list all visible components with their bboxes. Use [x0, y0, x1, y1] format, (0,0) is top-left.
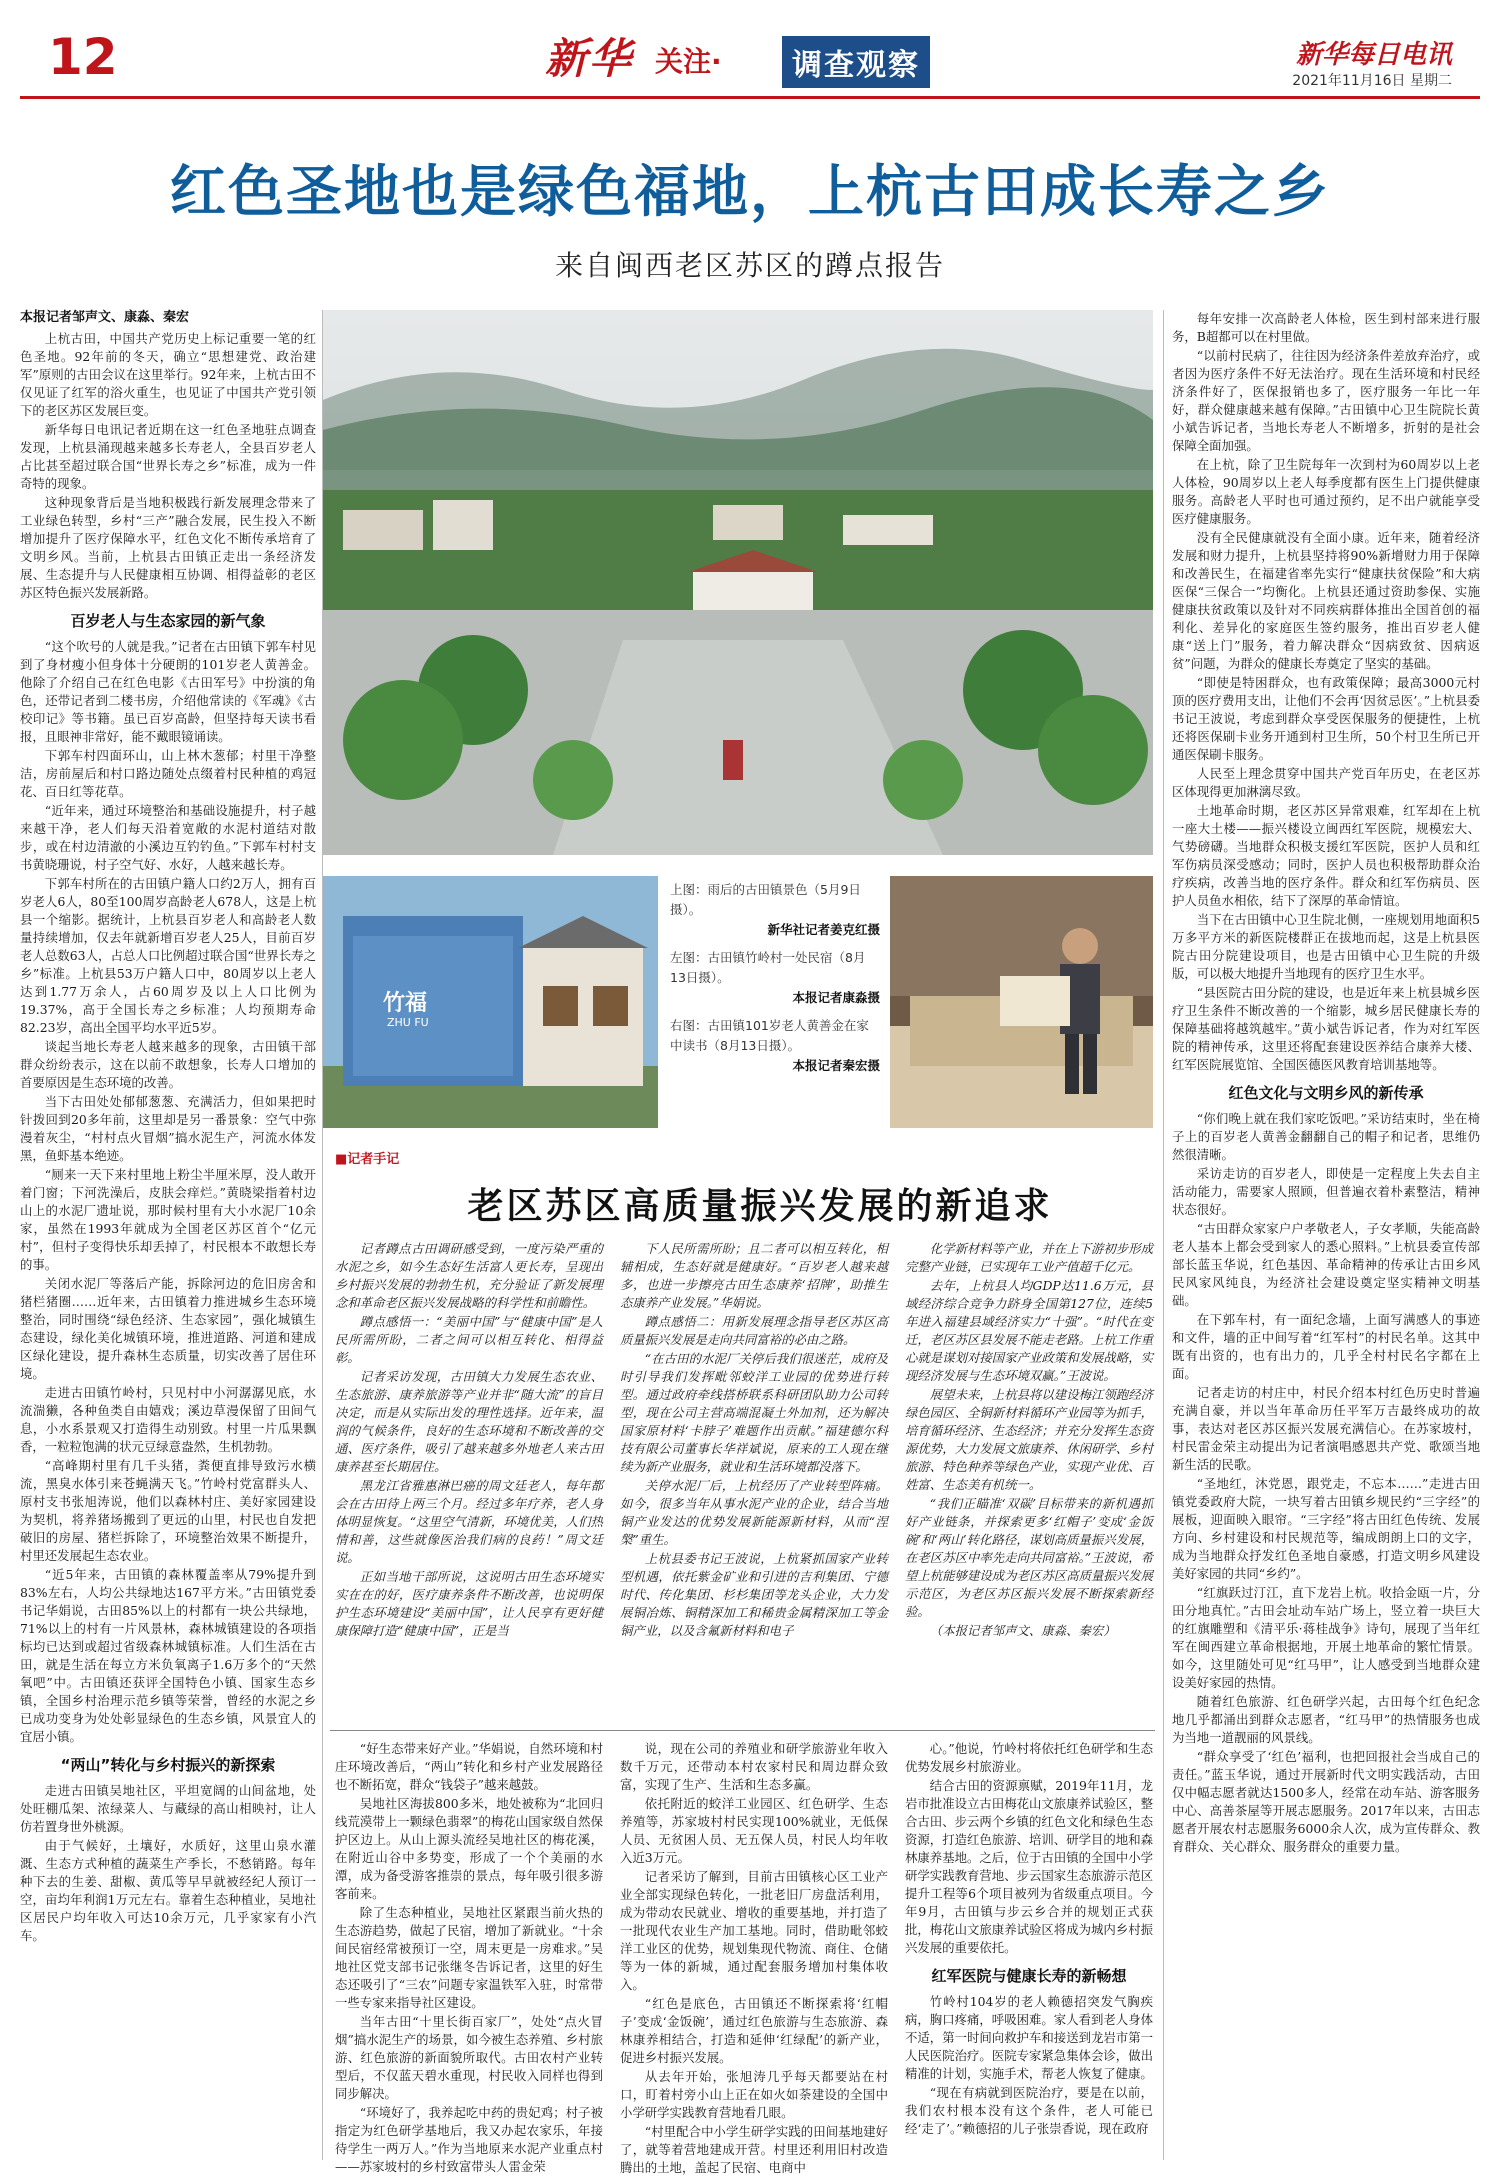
paragraph: 每年安排一次高龄老人体检，医生到村部来进行服务，B超都可以在村里做。: [1172, 311, 1480, 344]
paragraph: “厕来一天下来村里地上粉尘半厘米厚，没人敢开着门窗；下河洗澡后，皮肤会痒烂。”黄晓梁指着村边山上的水泥厂遗址说，那时候村里有大小水泥厂10余家，虽然在1993年就成为全国老区苏区首个“亿元村”，但村子变得快乐却丢掉了，村民根本不敢想长寿的事。: [20, 1167, 316, 1272]
paragraph: “红色是底色，古田镇还不断探索将‘红帽子’变成‘金饭碗’，通过红色旅游与生态旅游、森林康养相结合，打造和延伸‘红绿配’的新产业，促进乡村振兴发展。: [620, 1996, 888, 2065]
paragraph: 记者蹲点古田调研感受到，一度污染严重的水泥之乡，如今生态好生活富人更长寿，呈现出乡村振兴发展的勃勃生机，充分验证了新发展理念和革命老区振兴发展战略的科学性和前瞻性。: [335, 1241, 603, 1310]
paragraph: “以前村民病了，往往因为经济条件差放弃治疗，或者因为医疗条件不好无法治疗。现在生活环境和村民经济条件好了，医保报销也多了，医疗服务一年比一年好，群众健康越来越有保障。”古田镇中心卫生院院长黄小斌告诉记者，当地长寿老人不断增多，折射的是社会保障全面加强。: [1172, 348, 1480, 453]
paragraph: 去年，上杭县人均GDP达11.6万元，县域经济综合竞争力跻身全国第127位，连续5年进入福建县域经济实力“十强”。“时代在变迁，老区苏区县发展不能走老路。上杭工作重心就是谋划对接国家产业政策和发展战略，实现经济发展与生态环境双赢。”王波说。: [905, 1278, 1153, 1383]
paragraph: 结合古田的资源禀赋，2019年11月，龙岩市批准设立古田梅花山文旅康养试验区，整合古田、步云两个乡镇的红色文化和绿色生态资源，打造红色旅游、培训、研学目的地和森林康养基地。之后，位于古田镇的全国中小学研学实践教育营地、步云国家生态旅游示范区提升工程等6个项目被列为省级重点项目。今年9月，古田镇与步云乡合并的规划正式获批，梅花山文旅康养试验区将成为城内乡村振兴发展的重要依托。: [905, 1778, 1153, 1955]
paragraph: “我们正瞄准‘双碳’目标带来的新机遇抓好产业链条，并探索更多‘红帽子’变成‘金饭碗’和‘两山’转化路径，谋划高质量振兴发展，在老区苏区中率先走向共同富裕。”王波说，希望上杭能够建设成为老区苏区高质量振兴发展示范区，为老区苏区振兴发展不断探索新经验。: [905, 1496, 1153, 1619]
article-column-2: [335, 1740, 603, 2174]
paragraph: 随着红色旅游、红色研学兴起，古田每个红色纪念地几乎都涌出到群众志愿者，“红马甲”的热情服务也成为当地一道靓丽的风景线。: [1172, 1694, 1480, 1745]
paragraph: “在古田的水泥厂关停后我们很迷茫，成府及时引导我们发挥毗邻蛟洋工业园的优势进行转型。通过政府牵线搭桥联系科研团队助力公司转型，现在公司主营高端混凝土外加剂，还为解决国家原材料‘卡脖子’难题作出贡献。”福建德尔科技有限公司董事长华祥斌说，原来的工人现在继续为新产业服务，就业和生活环境都没落下。: [620, 1351, 888, 1474]
paragraph: 上杭县委书记王波说，上杭紧抓国家产业转型机遇，依托紫金矿业和引进的吉利集团、宁德时代、传化集团、杉杉集团等龙头企业，大力发展铜冶炼、铜精深加工和稀贵金属精深加工等金铜产业，以及含氟新材料和电子: [620, 1551, 888, 1638]
byline: 本报记者邹声文、康淼、秦宏: [20, 310, 190, 325]
paragraph: 化学新材料等产业，并在上下游初步形成完整产业链，已实现年工业产值超千亿元。: [905, 1241, 1153, 1274]
caption-left: 左图：古田镇竹岭村一处民宿（8月13日摄）。 本报记者康淼摄: [670, 950, 880, 1005]
paragraph: 新华每日电讯记者近期在这一红色圣地驻点调查发现，上杭县涌现越来越多长寿老人，全县百岁老人占比甚至超过联合国“世界长寿之乡”标准，成为一件奇特的现象。: [20, 422, 316, 491]
masthead: [0, 0, 1500, 98]
homestay-sign: 竹福: [383, 991, 428, 1016]
paragraph: 当年古田“十里长街百家厂”，处处“点火冒烟”搞水泥生产的场景，如今被生态养殖、乡村旅游、红色旅游的新面貌所取代。古田农村产业转型后，不仅蓝天碧水重现，村民收入同样也得到同步解决。: [335, 2014, 603, 2101]
section-title-3: 红军医院与健康长寿的新畅想: [931, 1967, 1127, 1985]
paragraph: “近年来，通过环境整治和基础设施提升，村子越来越干净，老人们每天沿着宽敞的水泥村道结对散步，或在村边清澈的小溪边互钓钓鱼。”下郭车村村支书黄晓珊说，村子空气好、水好，人越来越长寿。: [20, 803, 316, 872]
column-divider-right: [1163, 310, 1164, 2160]
photo-homestay: [323, 876, 658, 1128]
paragraph: 当下古田处处郁郁葱葱、充满活力，但如果把时针拨回到20多年前，这里却是另一番景象：空气中弥漫着灰尘，“村村点火冒烟”搞水泥生产，河流水体发黑，鱼虾基本绝迹。: [20, 1094, 316, 1163]
sub-headline: 来自闽西老区苏区的蹲点报告: [554, 249, 945, 282]
caption-right: 右图：古田镇101岁老人黄善金在家中读书（8月13日摄）。 本报记者秦宏摄: [670, 1018, 880, 1073]
note-tag: ■记者手记: [335, 1152, 400, 1167]
paragraph: 蹲点感悟一：“美丽中国”与“健康中国”是人民所需所盼，二者之间可以相互转化、相得益彰。: [335, 1314, 603, 1365]
homestay-sign-pinyin: ZHU FU: [387, 1016, 429, 1029]
paragraph: 走进古田镇吴地社区，平坦宽阔的山间盆地，处处旺棚瓜架、浓绿菜人、与藏绿的高山相映衬，让人仿若置身世外桃源。: [20, 1783, 316, 1834]
paragraph: “高峰期村里有几千头猪，粪便直排导致污水横流，黑臭水体引来苍蝇满天飞。”竹岭村党富群头人、原村支书张旭涛说，他们以森林村庄、美好家园建设为契机，将养猪场搬到了更远的山里，村民也自发把破旧的房屋、猪栏拆除了，环境整治效果不断提升，村里还发展起生态农业。: [20, 1458, 316, 1563]
landscape-image: [323, 310, 1153, 855]
paragraph: 说，现在公司的养殖业和研学旅游业年收入数千万元，还带动本村农家村民和周边群众致富，实现了生产、生活和生态多赢。: [620, 1741, 888, 1792]
paragraph: 在上杭，除了卫生院每年一次到村为60周岁以上老人体检，90周岁以上老人每季度都有医生上门提供健康服务。高龄老人平时也可通过预约，足不出户就能享受医疗健康服务。: [1172, 457, 1480, 526]
note-title: 老区苏区高质量振兴发展的新追求: [467, 1186, 1053, 1227]
photo-elder-reading: [890, 876, 1153, 1128]
section-box: 调查观察: [782, 36, 930, 88]
paragraph: 走进古田镇竹岭村，只见村中小河潺潺见底，水流湍獭，各种鱼类自由嬉戏；溪边草漫保留了田间气息，小水系景观又打造得生动别致。村里一片瓜果飘香，一粒粒饱满的状元豆绿意盎然，生机勃勃。: [20, 1385, 316, 1454]
paragraph: “即使是特困群众，也有政策保障；最高3000元村顶的医疗费用支出，让他们不会再‘因贫忌医’。”上杭县委书记王波说，考虑到群众享受医保服务的便捷性，上杭还将医保刷卡业务开通到村卫生所，50个村卫生所已开通医保刷卡服务。: [1172, 675, 1480, 762]
section-title-4: 红色文化与文明乡风的新传承: [1228, 1084, 1424, 1102]
elder-reading-image: [890, 876, 1153, 1128]
photo-captions: [670, 880, 880, 1076]
paragraph: （本报记者邹声文、康淼、秦宏）: [929, 1623, 1116, 1638]
paragraph: “红旗跃过汀江，直下龙岩上杭。收拾金瓯一片，分田分地真忙。”古田会址动车站广场上，竖立着一块巨大的红旗雕塑和《清平乐·蒋桂战争》诗句，展现了当年红军在闽西建立革命根据地，开展土地革命的繁忙情景。如今，这里随处可见“红马甲”，让人感受到当地群众建设美好家园的热情。: [1172, 1585, 1480, 1690]
paragraph: 下郭车村四面环山，山上林木葱郁；村里干净整洁，房前屋后和村口路边随处点缀着村民种植的鸡冠花、百日红等花草。: [20, 748, 316, 799]
paragraph: 关闭水泥厂等落后产能，拆除河边的危旧房舍和猪栏猪圈……近年来，古田镇着力推进城乡生态环境整治，同时围绕“绿色经济、生态家园”，强化城镇生态建设，绿化美化城镇环境，推进道路、河道和建成区绿化建设，提升森林生态质量，切实改善了居住环境。: [20, 1276, 316, 1381]
paragraph: 吴地社区海拔800多米，地处被称为“北回归线荒漠带上一颗绿色翡翠”的梅花山国家级自然保护区边上。从山上源头流经吴地社区的梅花溪，在附近山谷中多势变，形成了一个个美丽的水潭，成为备受游客推崇的景点，每年吸引很多游客前来。: [335, 1796, 603, 1901]
paragraph: “村里配合中小学生研学实践的田间基地建好了，就等着营地建成开营。村里还利用旧村改造腾出的土地，盖起了民宿、电商中: [620, 2124, 888, 2175]
page-number: 12: [48, 28, 118, 86]
paragraph: 下郭车村所在的古田镇户籍人口约2万人，拥有百岁老人6人，80至100周岁高龄老人678人，这是上杭县一个缩影。据统计，上杭县百岁老人和高龄老人数量持续增加，仅去年就新增百岁老人25人，目前百岁老人总数63人，占总人口比例超过联合国“世界长寿之乡”标准。上杭县53万户籍人口中，80周岁以上老人达到1.77万余人，占60周岁及以上人口比例为19.37%，高于全国长寿之乡标准；人均预期寿命82.23岁，高出全国平均水平近5岁。: [20, 876, 316, 1035]
paragraph: 采访走访的百岁老人，即使是一定程度上失去自主活动能力，需要家人照顾，但普遍衣着朴素整洁，精神状态很好。: [1172, 1166, 1480, 1217]
article-column-3: [620, 1740, 888, 2175]
paragraph: 在下郭车村，有一面纪念墙，上面写满感人的事迹和文件，墙的正中间写着“红军村”的村民名单。这其中既有出资的，也有出力的，几乎全村村民名字都在上面。: [1172, 1312, 1480, 1381]
section-label: 关注·: [655, 45, 722, 78]
brand-logo: 新华: [545, 34, 634, 83]
paragraph: 谈起当地长寿老人越来越多的现象，古田镇干部群众纷纷表示，这在以前不敢想象，长寿人口增加的首要原因是生态环境的改善。: [20, 1039, 316, 1090]
paragraph: 没有全民健康就没有全面小康。近年来，随着经济发展和财力提升，上杭县坚持将90%新增财力用于保障和改善民生，在福建省率先实行“健康扶贫保险”和大病医保“三保合一”均衡化。上杭县还通过资助参保、实施健康扶贫政策以及针对不同疾病群体推出全国首创的福利化、差异化的家庭医生签约服务，推出百岁老人健康“送上门”服务，着力解决群众“因病致贫、因病返贫”问题，为群众的健康长寿奠定了坚实的基础。: [1172, 530, 1480, 671]
paragraph: “近5年来，古田镇的森林覆盖率从79%提升到83%左右，人均公共绿地达167平方米。”古田镇党委书记华娟说，古田85%以上的村都有一块公共绿地，71%以上的村有一片风景林，森林城镇建设的各项指标均已达到或超过省级森林城镇标准。人们生活在古田，就是生活在每立方米负氧离子1.6万多个的“天然氧吧”中。古田镇还获评全国特色小镇、国家生态乡镇，全国乡村治理示范乡镇等荣誉，曾经的水泥之乡已成功变身为处处彰显绿色的生态乡镇，风景宜人的宜居小镇。: [20, 1567, 316, 1744]
paragraph: 记者采访发现，古田镇大力发展生态农业、生态旅游、康养旅游等产业并非“随大流”的盲目决定，而是从实际出发的理性选择。近年来，温润的气候条件，良好的生态环境和不断改善的交通、医疗条件，吸引了越来越多外地老人来古田康养甚至长期居住。: [335, 1369, 603, 1474]
paragraph: 从去年开始，张旭涛几乎每天都要站在村口，盯着村旁小山上正在如火如荼建设的全国中小学研学实践教育营地看几眼。: [620, 2069, 888, 2120]
paragraph: 当下在古田镇中心卫生院北侧，一座规划用地面积5万多平方米的新医院楼群正在拔地而起，这是上杭县医院古田分院建设项目，也是古田镇中心卫生院的升级版，可以极大地提升当地现有的医疗卫生水平。: [1172, 912, 1480, 981]
paragraph: “现在有病就到医院治疗，要是在以前，我们农村根本没有这个条件，老人可能已经‘走了’。”赖德招的儿子张崇香说，现在政府: [905, 2085, 1153, 2136]
paragraph: 由于气候好，土壤好，水质好，这里山泉水灌溉、生态方式种植的蔬菜生产季长，不愁销路。每年种下去的生姜、甜椒、黄瓜等早早就被经纪人预订一空，亩均年利润1万元左右。靠着生态种植业，吴地社区居民户均年收入可达10余万元，几乎家家有小汽车。: [20, 1838, 316, 1943]
paragraph: 关停水泥厂后，上杭经历了产业转型阵痛。如今，很多当年从事水泥产业的企业，结合当地铜产业发达的优势发展新能源新材料，从而“涅槃”重生。: [620, 1478, 888, 1547]
paragraph: “你们晚上就在我们家吃饭吧。”采访结束时，坐在椅子上的百岁老人黄善金翻翻自己的帽子和记者，思维仍然很清晰。: [1172, 1111, 1480, 1162]
homestay-image: [323, 876, 658, 1128]
section-title-2: “两山”转化与乡村振兴的新探索: [60, 1756, 276, 1774]
note-bottom-rule: [330, 1730, 1155, 1731]
section-title-1: 百岁老人与生态家园的新气象: [70, 612, 266, 630]
paragraph: 记者采访了解到，目前古田镇核心区工业产业全部实现绿色转化，一批老旧厂房盘活利用，成为带动农民就业、增收的重要基地，并打造了一批现代农业生产加工基地。同时，借助毗邻蛟洋工业区的优势，规划集现代物流、商住、仓储等为一体的新城，通过配套服务增加村集体收入。: [620, 1869, 888, 1992]
paragraph: 除了生态种植业，吴地社区紧跟当前火热的生态游趋势，做起了民宿，增加了新就业。“十余间民宿经常被预订一空，周末更是一房难求。”吴地社区党支部书记张继冬告诉记者，这里的好生态还吸引了“三农”问题专家温铁军入驻，时常带一些专家来指导社区建设。: [335, 1905, 603, 2010]
paragraph: 心。”他说，竹岭村将依托红色研学和生态优势发展乡村旅游业。: [905, 1741, 1153, 1774]
intro-paragraphs: [20, 330, 316, 602]
paragraph: 竹岭村104岁的老人赖德招突发气胸疾病，胸口疼痛，呼吸困难。家人看到老人身体不适，第一时间向救护车和接送到龙岩市第一人民医院治疗。医院专家紧急集体会诊，做出精准的计划，实施手术，帮老人恢复了健康。: [905, 1994, 1153, 2081]
section-2-paragraphs: [20, 1782, 316, 1945]
paper-date: 2021年11月16日 星期二: [1292, 73, 1452, 89]
article-column-1: [20, 330, 316, 2160]
section-1-paragraphs: [20, 638, 316, 1746]
paragraph: 展望未来，上杭县将以建设梅江领跑经济绿色园区、全铜新材料循环产业园等为抓手，培育循环经济、生态经济；并充分发挥生态资源优势，大力发展文旅康养、休闲研学、乡村旅游、特色种养等绿色产业，实现产业优、百姓富、生态美有机统一。: [905, 1387, 1153, 1492]
header-rule: [20, 96, 1480, 99]
paragraph: 正如当地干部所说，这说明古田生态环境实实在在的好，医疗康养条件不断改善，也说明保护生态环境建设“美丽中国”，让人民享有更好健康保障打造“健康中国”，正是当: [335, 1569, 603, 1638]
main-photo-gutian-town: [323, 310, 1153, 855]
paragraph: 黑龙江省雅惠淋巴癌的周文廷老人，每年都会在古田待上两三个月。经过多年疗养，老人身体明显恢复。“这里空气清新，环境优美，人们热情和善，这些就像医治我们病的良药！”周文廷说。: [335, 1478, 603, 1565]
paragraph: “好生态带来好产业。”华娟说，自然环境和村庄环境改善后，“两山”转化和乡村产业发展路径也不断拓宽，群众“钱袋子”越来越鼓。: [335, 1741, 603, 1792]
paragraph: 蹲点感悟二：用新发展理念指导老区苏区高质量振兴发展是走向共同富裕的必由之路。: [620, 1314, 888, 1347]
paragraph: “古田群众家家户户孝敬老人，子女孝顺，失能高龄老人基本上都会受到家人的悉心照料。”上杭县委宣传部部长蓝玉华说，红色基因、革命精神的传承让古田乡风民风家风纯良，为经济社会建设奠定坚实精神文明基础。: [1172, 1221, 1480, 1308]
paragraph: 上杭古田，中国共产党历史上标记重要一笔的红色圣地。92年前的冬天，确立“思想建党、政治建军”原则的古田会议在这里举行。92年来，上杭古田不仅见证了红军的浴火重生，也见证了中国共产党引领下的老区苏区发展巨变。: [20, 331, 316, 418]
note-column-3: [905, 1240, 1153, 1725]
paragraph: “圣地红，沐党恩，跟党走，不忘本……”走进古田镇党委政府大院，一块写着古田镇乡规民约“三字经”的展板，迎面映入眼帘。“三字经”将古田红色传统、发展方向、乡村建设和村民规范等，编成朗朗上口的文字，成为当地群众抒发红色圣地自豪感，打造文明乡风建设美好家园的共同“乡约”。: [1172, 1476, 1480, 1581]
paragraph: 下人民所需所盼；且二者可以相互转化，相辅相成，生态好就是健康好。“百岁老人越来越多，也进一步擦亮古田生态康养‘招牌’，助推生态康养产业发展。”华娟说。: [620, 1241, 888, 1310]
paragraph: “这个吹号的人就是我。”记者在古田镇下郭车村见到了身材瘦小但身体十分硬朗的101岁老人黄善金。他除了介绍自己在红色电影《古田军号》中扮演的角色，还带记者到二楼书房，介绍他常读的《军魂》《古校印记》等书籍。虽已百岁高龄，但坚持每天读书看报，且眼神非常好，能不戴眼镜诵读。: [20, 639, 316, 744]
paragraph: 这种现象背后是当地积极践行新发展理念带来了工业绿色转型，乡村“三产”融合发展，民生投入不断增加提升了医疗保障水平，红色文化不断传承培育了文明乡风。当前，上杭县古田镇正走出一条经济发展、生态提升与人民健康相互协调、相得益彰的老区苏区特色振兴发展新路。: [20, 495, 316, 600]
paragraph: 人民至上理念贯穿中国共产党百年历史，在老区苏区体现得更加淋漓尽致。: [1172, 766, 1480, 799]
paragraph: 记者走访的村庄中，村民介绍本村红色历史时普遍充满自豪，并以当年革命历任平军万吉最终成功的故事，表达对老区苏区振兴发展充满信心。在苏家坡村，村民雷金荣主动提出为记者演唱感恩共产党、歌颂当地新生活的民歌。: [1172, 1385, 1480, 1472]
paragraph: “环境好了，我养起吃中药的贵妃鸡；村子被指定为红色研学基地后，我又办起农家乐，年接待学生一两万人。”作为当地原来水泥产业重点村——苏家坡村的乡村致富带头人雷金荣: [335, 2105, 603, 2174]
paragraph: “县医院古田分院的建设，也是近年来上杭县城乡医疗卫生条件不断改善的一个缩影，城乡居民健康长寿的保障基础将越筑越牢。”黄小斌告诉记者，作为对红军医院的精神传承，这里还将配套建设医养结合康养大楼、红军医院展览馆、全国医德医风教育培训基地等。: [1172, 985, 1480, 1072]
caption-top: 上图：雨后的古田镇景色（5月9日摄）。 新华社记者姜克红摄: [670, 882, 880, 937]
note-column-2: [620, 1240, 888, 1725]
paragraph: “群众享受了‘红色’福利，也把回报社会当成自己的责任。”蓝玉华说，通过开展新时代文明实践活动，古田仅中幅志愿者就达1500多人，经常在动车站、游客服务中心、高善茶屋等开展志愿服务。2017年以来，古田志愿者开展农村志愿服务6000余人次，成为宣传群众、教育群众、关心群众、服务群众的重要力量。: [1172, 1749, 1480, 1854]
note-column-1: [335, 1240, 603, 1725]
article-column-5: [1172, 310, 1480, 2160]
paragraph: 依托附近的蛟洋工业园区、红色研学、生态养殖等，苏家坡村村民实现100%就业，无低保人员、无贫困人员、无五保人员，村民人均年收入近3万元。: [620, 1796, 888, 1865]
main-headline: 红色圣地也是绿色福地，上杭古田成长寿之乡: [170, 160, 1330, 225]
paragraph: 土地革命时期，老区苏区异常艰难，红军却在上杭一座大土楼——振兴楼设立闽西红军医院，规模宏大、气势磅礴。当地群众积极支援红军医院，医护人员和红军伤病员深受感动；同时，医护人员也积极帮助群众治疗疾病，改善当地的医疗条件。群众和红军伤病员、医护人员鱼水相依，结下了深厚的革命情谊。: [1172, 803, 1480, 908]
paper-name: 新华每日电讯: [1295, 40, 1452, 70]
article-column-4: [905, 1740, 1153, 2160]
